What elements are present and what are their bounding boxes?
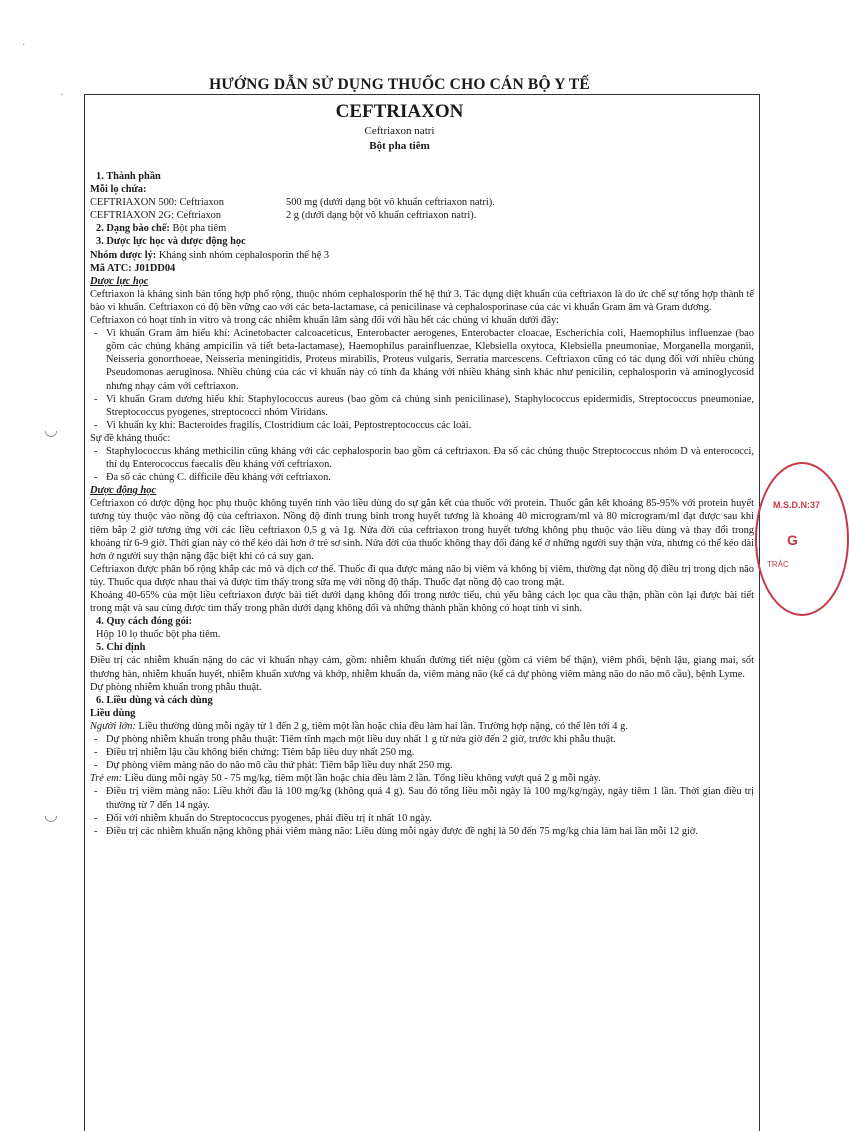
list-item — [90, 746, 754, 759]
bullet-icon: - — [94, 734, 98, 746]
red-circular-stamp — [755, 462, 849, 616]
bullet-icon: - — [94, 419, 98, 431]
list-item — [90, 445, 754, 471]
dosage-form: Bột pha tiêm — [369, 140, 430, 152]
composition-row — [90, 209, 754, 222]
section-heading: 4. Quy cách đóng gói: — [96, 616, 193, 628]
subsection-heading: Dược lực học — [90, 275, 149, 287]
list-item — [90, 825, 754, 838]
list-item-text: Vi khuẩn kỵ khí: Bacteroides fragilis, Clostridium các loài, Peptostreptococcus các loài. — [106, 419, 472, 431]
bullet-icon: - — [94, 472, 98, 484]
bullet-icon: - — [94, 786, 98, 798]
group-label: Nhóm dược lý: — [90, 249, 157, 261]
section-title: 2. Dạng bào chế: — [96, 223, 170, 235]
active-ingredient: Ceftriaxon natri — [364, 125, 435, 137]
bullet-icon: - — [94, 445, 98, 457]
list-item-text: Vi khuẩn Gram âm hiếu khí: Acinetobacter calcoaceticus, Enterobacter aerogenes, Enterobacter cloacae, Escherichia coli, Haemophilus influenzae (bao gồm các chủng kháng ampicilin và tiết beta-lactamase), Haemophilus parainfluenzae, Klebsiella oxytoca, Klebsiella pneumoniae, Morganella morganii, Neisseria gonorrhoeae, Neisseria meningitidis, Proteus mirabilis, Proteus vulgaris, Serratia marcescens. Ceftriaxon cũng có tác dụng đối với nhiều chủng Pseudomonas aeruginosa. Nhiều chủng của các vi khuẩn này có tính đa kháng với nhiều kháng sinh khác như penicilin, cephalosporin và aminoglycosid nhưng nhạy cảm với ceftriaxon. — [106, 328, 754, 392]
list-item — [90, 733, 754, 746]
list-item-text: Điều trị viêm màng não: Liều khởi đầu là 100 mg/kg (không quá 4 g). Sau đó tổng liều mỗi ngày là 100 mg/kg/ngày, ngày tiêm 1 lần. Thời gian điều trị thường từ 7 đến 14 ngày. — [106, 786, 754, 811]
composition-row — [90, 196, 754, 209]
hole-punch-mark: ◡ — [44, 807, 58, 824]
adult-text: Liều thường dùng mỗi ngày từ 1 đến 2 g, tiêm một lần hoặc chia đều làm hai lần. Trường hợp nặng, có thể lên tới 4 g. — [135, 720, 628, 732]
section-heading: 1. Thành phần — [96, 171, 161, 182]
list-item — [90, 393, 754, 419]
paragraph: Điều trị các nhiễm khuẩn nặng do các vi khuẩn nhạy cảm, gồm: nhiễm khuẩn đường tiết niệu (gồm cả viêm bể thận), viêm phổi, bệnh lậu, giang mai, sốt thương hàn, nhiễm khuẩn huyết, nhiễm khuẩn xương và khớp, nhiễm khuẩn da, viêm màng não (kể cả dự phòng viêm màng não do não mô cầu), bệnh Lyme. — [90, 655, 754, 680]
document-body — [90, 170, 754, 838]
list-item-text: Vi khuẩn Gram dương hiếu khí: Staphylococcus aureus (bao gồm cả chủng sinh penicilinase), Staphylococcus epidermidis, Streptococcus pneumoniae, Streptococcus pyogenes, streptococci nhóm Viridans. — [106, 393, 754, 418]
scan-speck: · — [22, 40, 26, 51]
bullet-icon: - — [94, 825, 98, 837]
paragraph: Sự đề kháng thuốc: — [90, 432, 171, 444]
hole-punch-mark: ◡ — [44, 422, 58, 439]
atc-code: Mã ATC: J01DD04 — [90, 262, 176, 274]
bullet-icon: - — [94, 812, 98, 824]
child-text: Liều dùng mỗi ngày 50 - 75 mg/kg, tiêm một lần hoặc chia đều làm 2 lần. Tổng liều không vượt quá 2 g mỗi ngày. — [122, 773, 601, 785]
bullet-icon: - — [94, 328, 98, 340]
list-item-text: Dự phòng nhiễm khuẩn trong phẫu thuật: Tiêm tĩnh mạch một liều duy nhất 1 g từ nửa giờ đến 2 giờ, trước khi phẫu thuật. — [106, 734, 616, 746]
list-item — [90, 759, 754, 772]
paragraph — [90, 720, 754, 733]
section-value: Bột pha tiêm — [169, 223, 227, 235]
subsection-heading: Liều dùng — [90, 707, 136, 719]
list-item-text: Dự phòng viêm màng não do não mô cầu thứ phát: Tiêm bắp liều duy nhất 250 mg. — [106, 760, 453, 772]
stamp-text: G — [787, 532, 798, 548]
section-heading: 3. Dược lực học và dược động học — [96, 236, 246, 248]
composition-value: 2 g (dưới dạng bột vô khuẩn ceftriaxon natri). — [286, 210, 477, 222]
adult-label: Người lớn: — [90, 720, 136, 732]
group-value: Kháng sinh nhóm cephalosporin thế hệ 3 — [156, 249, 330, 261]
child-label: Trẻ em: — [90, 773, 123, 785]
paragraph: Khoảng 40-65% của một liều ceftriaxon được bài tiết dưới dạng không đổi trong nước tiểu, chủ yếu bằng cách lọc qua cầu thận, phần còn lại được bài tiết trong mật và sau cùng được tìm thấy trong phân dưới dạng không đổi và những thành phần không có hoạt tính vi sinh. — [90, 590, 754, 615]
list-item — [90, 419, 754, 432]
each-vial-label: Mỗi lọ chứa: — [90, 184, 147, 196]
stamp-text: M.S.D.N:37 — [773, 500, 821, 510]
list-item — [90, 327, 754, 392]
composition-name: CEFTRIAXON 2G: Ceftriaxon — [90, 210, 222, 222]
bullet-icon: - — [94, 393, 98, 405]
list-item-text: Điều trị nhiễm lậu cầu không biến chứng: Tiêm bắp liều duy nhất 250 mg. — [106, 747, 415, 759]
section-heading — [90, 222, 754, 235]
stamp-text: TRÁC — [767, 560, 789, 569]
list-item-text: Staphylococcus kháng methicilin cũng kháng với các cephalosporin bao gồm cả ceftriaxon. Đa số các chủng thuộc Streptococcus nhóm D và enterococci, thí dụ Enterococcus faecalis đều kháng với ceftriaxon. — [106, 445, 754, 471]
paragraph: Ceftriaxon có hoạt tính in vitro và trong các nhiễm khuẩn lâm sàng đối với hầu hết các chủng vi khuẩn dưới đây: — [90, 315, 560, 327]
paragraph — [90, 772, 754, 785]
list-item — [90, 812, 754, 825]
section-heading: 5. Chỉ định — [96, 642, 146, 654]
paragraph: Hộp 10 lọ thuốc bột pha tiêm. — [96, 629, 221, 641]
scan-speck: · — [60, 90, 64, 101]
list-item — [90, 471, 754, 484]
bullet-icon: - — [94, 747, 98, 759]
list-item-text: Đối với nhiễm khuẩn do Streptococcus pyogenes, phải điều trị ít nhất 10 ngày. — [106, 812, 433, 824]
list-item — [90, 785, 754, 811]
drug-name: CEFTRIAXON — [335, 101, 464, 122]
composition-name: CEFTRIAXON 500: Ceftriaxon — [90, 197, 224, 209]
paragraph: Dự phòng nhiễm khuẩn trong phẫu thuật. — [90, 681, 262, 693]
paragraph: Ceftriaxon có dược động học phụ thuộc không tuyến tính vào liều dùng do sự gắn kết của thuốc với protein. Thuốc gắn kết khoảng 85-95% với protein huyết tương tùy thuộc vào nồng độ của ceftriaxon. Nồng độ đỉnh trung bình trong huyết tương là khoảng 40 microgram/ml và 80 microgram/ml đạt được sau khi tiêm bắp 2 giờ tương ứng với các liều ceftriaxon 0,5 g và 1g. Nửa đời của ceftriaxon trong huyết tương không phụ thuộc vào liều dùng và thay đổi trong khoảng từ 6-9 giờ. Thời gian này có thể kéo dài hơn ở trẻ sơ sinh. Nửa đời của thuốc không thay đổi đáng kể ở những người suy thận vừa, nhưng có thể kéo dài hơn ở người suy thận nặng đặc biệt khi có cả suy gan. — [90, 498, 754, 562]
subsection-heading: Dược động học — [90, 485, 157, 497]
paragraph: Ceftriaxon là kháng sinh bán tổng hợp phổ rộng, thuộc nhóm cephalosporin thế hệ thứ 3. Tác dụng diệt khuẩn của ceftriaxon là do ức chế sự tổng hợp thành tế bào vi khuẩn. Ceftriaxon có độ bền vững cao với các beta-lactamase, cả penicilinase và cephalosporinase của các vi khuẩn Gram âm và Gram dương. — [90, 288, 754, 313]
list-item-text: Điều trị các nhiễm khuẩn nặng không phải viêm màng não: Liều dùng mỗi ngày được đề nghị là 50 đến 75 mg/kg chia làm hai lần mỗi 12 giờ. — [106, 825, 699, 837]
composition-value: 500 mg (dưới dạng bột vô khuẩn ceftriaxon natri). — [286, 197, 495, 209]
pharmacological-group — [90, 249, 754, 262]
bullet-icon: - — [94, 760, 98, 772]
section-heading: 6. Liều dùng và cách dùng — [96, 694, 213, 706]
paragraph: Ceftriaxon được phân bố rộng khắp các mô và dịch cơ thể. Thuốc đi qua được màng não bị viêm và không bị viêm, thường đạt nồng độ điều trị trong dịch não tủy. Thuốc qua được nhau thai và được tìm thấy trong sữa mẹ với nồng độ thấp. Thuốc đạt nồng độ cao trong mật. — [90, 563, 754, 588]
page-title: HƯỚNG DẪN SỬ DỤNG THUỐC CHO CÁN BỘ Y TẾ — [209, 76, 590, 93]
list-item-text: Đa số các chủng C. difficile đều kháng với ceftriaxon. — [106, 472, 331, 484]
